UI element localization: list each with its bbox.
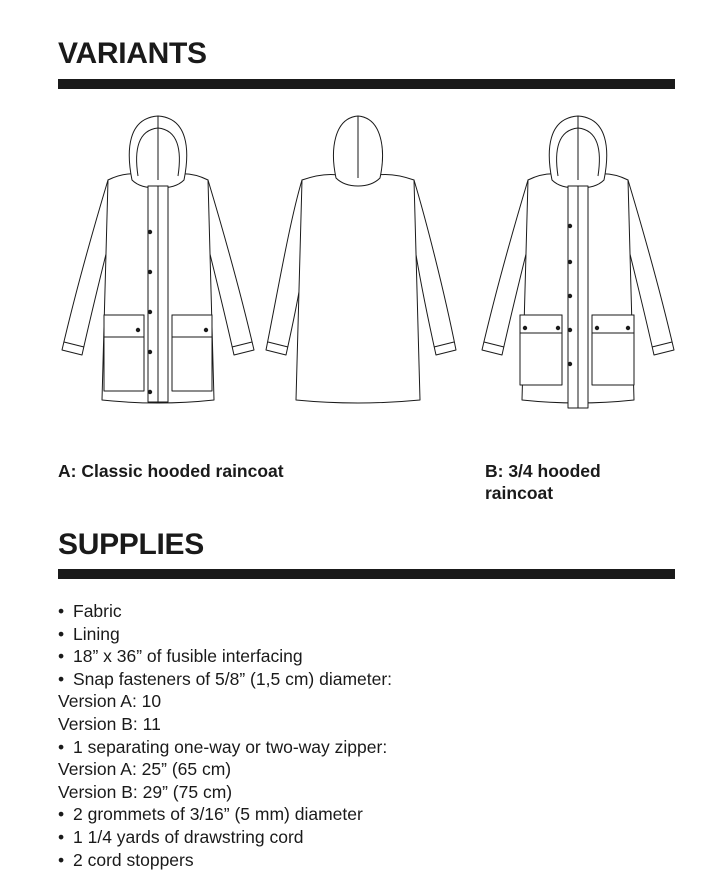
supply-item-text: 1 1/4 yards of drawstring cord <box>73 826 304 847</box>
supply-item-text: 18” x 36” of fusible interfacing <box>73 646 303 667</box>
supply-subitem: Version A: 25” (65 cm) <box>58 759 232 780</box>
raincoat-front-long-icon <box>62 116 254 403</box>
caption-variant-a: A: Classic hooded raincoat <box>58 461 284 481</box>
supply-item <box>58 736 392 759</box>
caption-variant-b <box>485 460 601 504</box>
supply-item-text: Fabric <box>73 601 122 621</box>
caption-variant-b-line1: B: 3/4 hooded <box>485 461 601 481</box>
supply-item <box>58 623 392 646</box>
supply-item-text: 1 separating one-way or two-way zipper: <box>73 736 388 757</box>
supply-subitem: Version B: 11 <box>58 713 161 734</box>
supply-item-text: Snap fasteners of 5/8” (1,5 cm) diameter: <box>73 668 393 689</box>
supply-subitem: Version A: 10 <box>58 691 162 712</box>
supply-item <box>58 826 392 849</box>
raincoat-front-short-icon <box>482 116 674 408</box>
raincoat-back-icon <box>266 116 456 403</box>
supply-item <box>58 668 392 691</box>
bullet: • <box>58 849 65 870</box>
variants-divider <box>58 79 675 89</box>
bullet: • <box>58 668 65 689</box>
supply-item <box>58 645 392 668</box>
bullet: • <box>58 623 65 644</box>
bullet: • <box>58 601 65 621</box>
bullet: • <box>58 736 65 757</box>
bullet: • <box>58 804 65 825</box>
supplies-list <box>58 600 392 871</box>
supply-subitem: Version B: 29” (75 cm) <box>58 781 233 802</box>
supplies-divider <box>58 569 675 579</box>
supply-item <box>58 803 392 826</box>
supply-item <box>58 849 392 872</box>
supply-item-text: Lining <box>73 623 120 644</box>
variants-illustrations <box>0 100 706 420</box>
caption-variant-b-line2: raincoat <box>485 483 554 503</box>
bullet: • <box>58 646 65 667</box>
bullet: • <box>58 826 65 847</box>
supply-item <box>58 600 392 623</box>
supply-item-text: 2 cord stoppers <box>73 849 194 870</box>
variants-heading: VARIANTS <box>58 37 207 70</box>
supply-item-text: 2 grommets of 3/16” (5 mm) diameter <box>73 804 363 825</box>
supplies-heading: SUPPLIES <box>58 528 204 561</box>
